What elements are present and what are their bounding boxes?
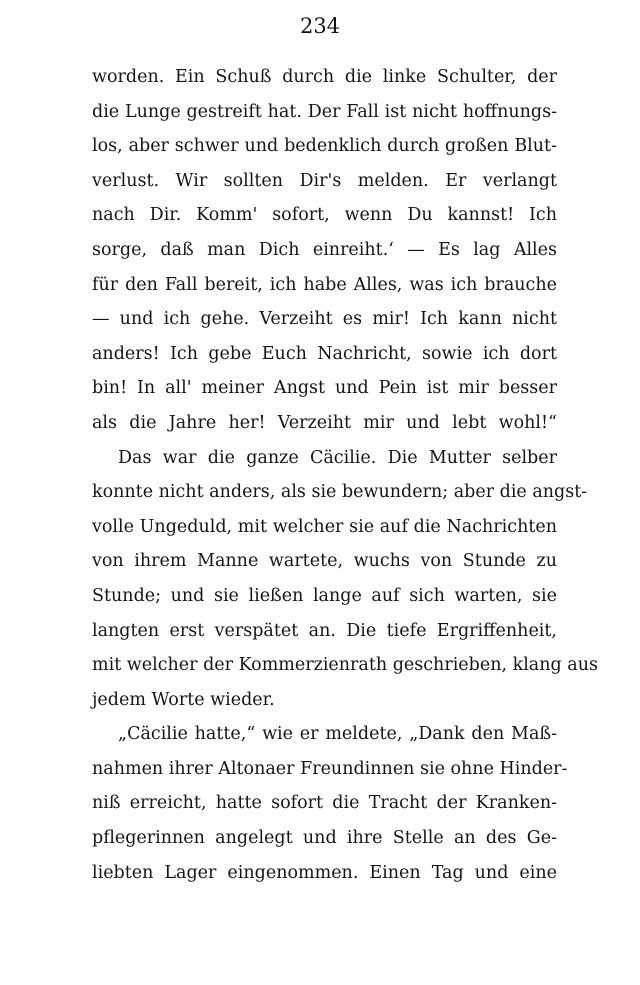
text-line: volle Ungeduld, mit welcher sie auf die Nachrichten [92,516,557,537]
text-line: sorge, daß man Dich einreiht.‘ — Es lag Alles [92,239,557,260]
text-line: Stunde; und sie ließen lange auf sich warten, sie [92,585,557,606]
body-text [92,60,598,890]
text-line: nach Dir. Komm' sofort, wenn Du kannst! Ich [92,205,557,226]
paragraph-end-line: jedem Worte wieder. [92,689,275,710]
text-line: von ihrem Manne wartete, wuchs von Stunde zu [92,551,557,572]
text-line: liebten Lager eingenommen. Einen Tag und eine [92,862,557,883]
text-line: mit welcher der Kommerzienrath geschrieben, klang aus [92,655,598,676]
text-line: langten erst verspätet an. Die tiefe Ergriffenheit, [92,620,557,641]
paragraph-start-line: „Cäcilie hatte,“ wie er meldete, „Dank den Maß- [118,724,557,745]
text-line: nahmen ihrer Altonaer Freundinnen sie ohne Hinder- [92,758,568,779]
text-line: anders! Ich gebe Euch Nachricht, sowie ich dort [92,343,557,364]
text-line: niß erreicht, hatte sofort die Tracht der Kranken- [92,793,557,814]
paragraph-start-line: Das war die ganze Cäcilie. Die Mutter selber [118,447,557,468]
text-line: worden. Ein Schuß durch die linke Schulter, der [92,67,557,87]
text-line: verlust. Wir sollten Dir's melden. Er verlangt [92,170,557,191]
text-line: die Lunge gestreift hat. Der Fall ist nicht hoffnungs- [92,101,557,122]
text-line: konnte nicht anders, als sie bewundern; aber die angst- [92,482,588,503]
text-line: für den Fall bereit, ich habe Alles, was ich brauche [92,274,557,295]
text-line: als die Jahre her! Verzeiht mir und lebt wohl!“ [92,412,557,433]
text-line: los, aber schwer und bedenklich durch großen Blut- [92,136,557,157]
text-line: — und ich gehe. Verzeiht es mir! Ich kann nicht [92,309,557,330]
page-number: 234 [299,14,341,38]
text-line: bin! In all' meiner Angst und Pein ist mir besser [92,378,557,399]
text-line: pflegerinnen angelegt und ihre Stelle an des Ge- [92,828,557,849]
